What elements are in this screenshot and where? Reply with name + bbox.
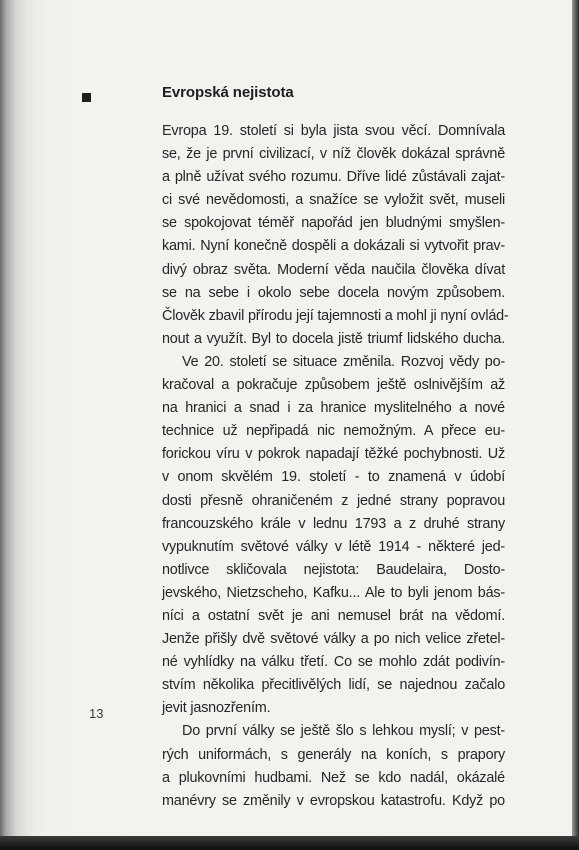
text-line: na hranici a snad i za hranice myslitelného a nové xyxy=(162,400,505,417)
text-line: forickou víru v pokrok napadají těžké pochybnosti. Už xyxy=(162,446,505,463)
text-line: jevit jasnozřením. xyxy=(162,700,271,717)
text-line: Do první války se ještě šlo s lehkou myslí; v pest- xyxy=(182,723,505,740)
text-line: a plukovními hudbami. Než se kdo nadál, okázalé xyxy=(162,769,505,786)
page-bottom-edge xyxy=(0,836,579,850)
text-line: notlivce skličovala nejistota: Baudelaira, Dosto- xyxy=(162,561,505,578)
text-line: ci své nevědomosti, a snažíce se vyložit svět, museli xyxy=(162,192,505,209)
section-heading: Evropská nejistota xyxy=(162,84,294,101)
text-line: dosti přesně ohraničeném z jedné strany popravou xyxy=(162,492,505,509)
text-line: kračoval a pokračuje způsobem ještě oslnivějším až xyxy=(162,377,505,394)
body-text xyxy=(162,120,509,813)
text-line: Jenže přišly dvě světové války a po nich velice zřetel- xyxy=(162,631,505,648)
text-line: níci a ostatní svět je ani nemusel brát na vědomí. xyxy=(162,607,505,624)
text-line: francouzského krále v lednu 1793 a z druhé strany xyxy=(162,515,505,532)
text-line: Ve 20. století se situace změnila. Rozvoj vědy po- xyxy=(182,353,505,370)
text-line: se spokojovat téměř napořád jen bludnými smyšlen- xyxy=(162,215,505,232)
text-line: rých uniformách, s generály na koních, s prapory xyxy=(162,746,505,763)
text-line: divý obraz světa. Moderní věda naučila člověka dívat xyxy=(162,261,505,278)
text-line: né vyhlídky na válku třetí. Co se mohlo zdát podivín- xyxy=(162,654,505,671)
text-line: nout a využít. Byl to docela jistě triumf lidského ducha. xyxy=(162,330,505,347)
text-line: kami. Nyní konečně dospěli a dokázali si vytvořit prav- xyxy=(162,238,505,255)
text-line: jevského, Nietzscheho, Kafku... Ale to byli jenom bás- xyxy=(162,584,505,601)
text-line: se, že je první civilizací, v níž člověk dokázal správně xyxy=(162,146,505,163)
text-line: technice už nepřipadá nic nemožným. A přece eu- xyxy=(162,423,505,440)
page-number: 13 xyxy=(89,706,104,721)
text-line: vypuknutím světové války v létě 1914 - některé jed- xyxy=(162,538,505,555)
text-line: se na sebe i okolo sebe docela novým způsobem. xyxy=(162,284,505,301)
text-line: manévry se změnily v evropskou katastrofu. Když po xyxy=(162,792,505,809)
text-line: a plně užívat svého rozumu. Dříve lidé zůstávali zajat- xyxy=(162,169,505,186)
text-line: stvím několika přecitlivělých lidí, se najednou začalo xyxy=(162,677,505,694)
section-marker-square xyxy=(82,93,91,102)
text-line: v onom skvělém 19. století - to znamená v údobí xyxy=(162,469,505,486)
text-line: Člověk zbavil přírodu její tajemnosti a mohl ji nyní ovlád- xyxy=(162,307,509,324)
text-line: Evropa 19. století si byla jista svou věcí. Domnívala xyxy=(162,123,505,139)
page-right-edge xyxy=(572,0,579,850)
